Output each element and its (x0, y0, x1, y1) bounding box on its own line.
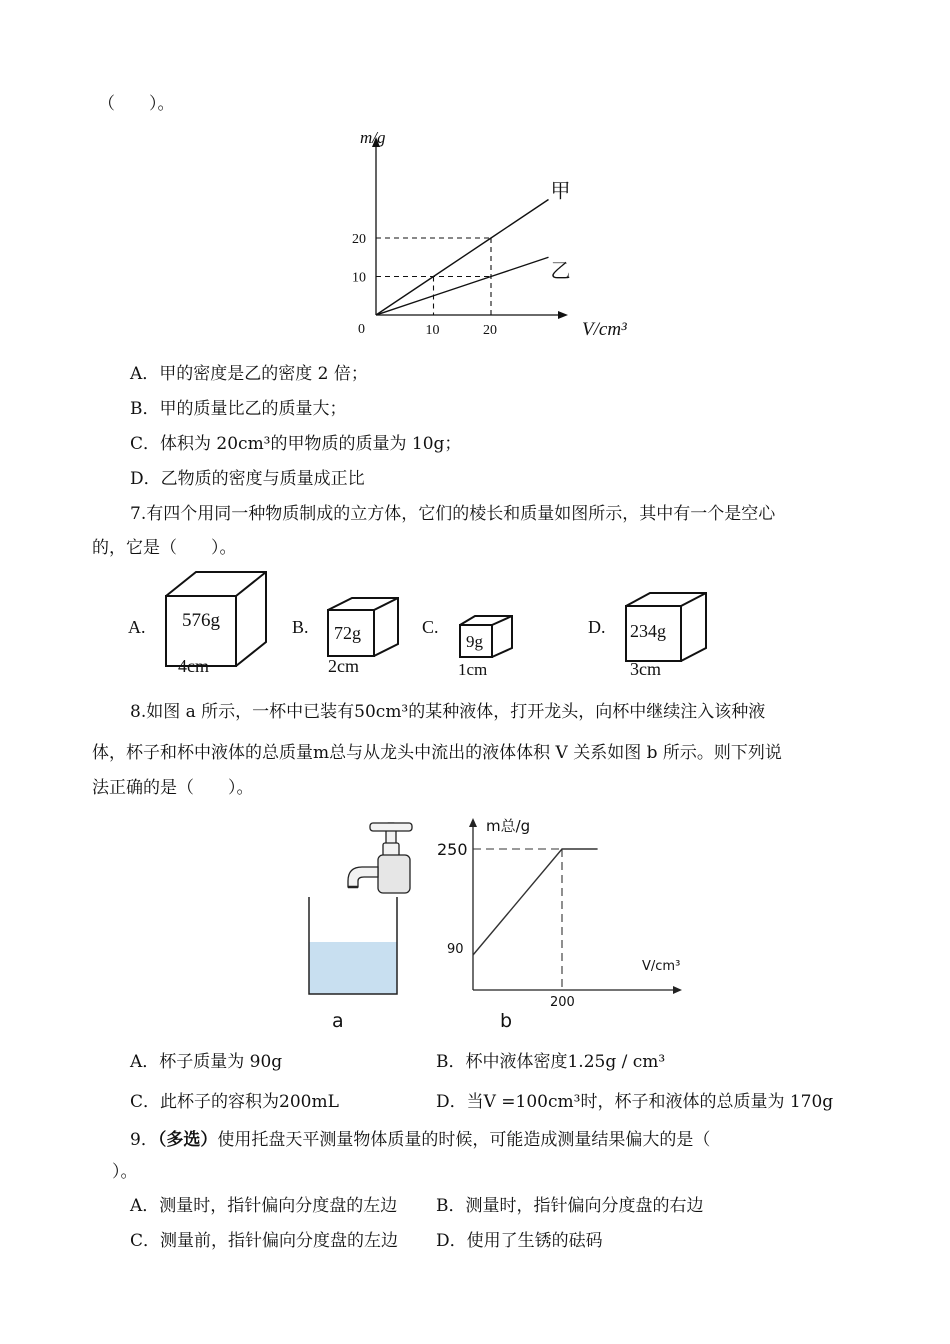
q9-stem-line2: ）。 (112, 1162, 138, 1182)
q8-y-tick-1: 250 (437, 840, 468, 859)
q6-series-label-yi: 乙 (550, 258, 571, 283)
q8-stem-line1: 8.如图 a 所示，一杯中已装有50cm³的某种液体，打开龙头，向杯中继续注入该种液 (130, 702, 766, 722)
q7-letter-a: A. (128, 617, 146, 637)
q6-option-c[interactable]: C．体积为 20cm³的甲物质的质量为 10g； (130, 434, 462, 454)
q8-option-a[interactable]: A．杯子质量为 90g (130, 1052, 283, 1072)
faucet-icon (348, 823, 412, 893)
q6-x-tick-0: 10 (425, 323, 440, 338)
q6-x-tick-1: 20 (483, 323, 497, 338)
q9-option-b[interactable]: B．测量时，指针偏向分度盘的右边 (436, 1196, 704, 1216)
q6-xlabel: V/cm³ (582, 319, 627, 340)
q8-ylabel: m总/g (486, 817, 531, 835)
q6-y-tick-1: 20 (352, 232, 366, 247)
q6-y-tick-0: 10 (352, 270, 366, 286)
q7-mass-b: 72g (334, 623, 361, 643)
q7-letter-b: B. (292, 617, 309, 637)
q8-fig-a-label: a (332, 1010, 344, 1032)
q6-stem-tail: （ ）。 (98, 94, 175, 114)
q8-xlabel: V/cm³ (642, 959, 681, 974)
q7-mass-d: 234g (630, 621, 666, 641)
q6-ylabel: m/g (360, 128, 386, 147)
q7-stem-line2: 的，它是（ ）。 (92, 538, 237, 558)
q9-option-a[interactable]: A．测量时，指针偏向分度盘的左边 (130, 1196, 398, 1216)
q8-figure-a (300, 815, 420, 1035)
q7-mass-a: 576g (182, 610, 220, 631)
q9-stem-line1 (130, 1128, 710, 1152)
q8-figure-b (430, 815, 700, 1035)
q8-y-tick-0: 90 (447, 942, 464, 957)
q8-stem-line2: 体，杯子和杯中液体的总质量m总与从龙头中流出的液体体积 V 关系如图 b 所示。则下列说 (92, 743, 782, 763)
q7-edge-b: 2cm (328, 656, 359, 676)
q6-series-line-1 (376, 257, 549, 315)
q9-option-c[interactable]: C．测量前，指针偏向分度盘的左边 (130, 1231, 399, 1251)
q8-option-c[interactable]: C．此杯子的容积为200mL (130, 1092, 339, 1112)
q6-axes (372, 137, 568, 319)
q7-letter-d: D. (588, 617, 606, 637)
q9-multi-tag: （多选） (157, 1130, 218, 1150)
q8-series-line (473, 849, 598, 955)
q7-edge-d: 3cm (630, 659, 661, 679)
q7-letter-c: C. (422, 617, 439, 637)
q7-stem-line1: 7.有四个用同一种物质制成的立方体，它们的棱长和质量如图所示，其中有一个是空心 (130, 504, 776, 524)
q6-series-line-0 (376, 200, 549, 316)
q7-cubes-figure (100, 565, 860, 685)
q9-number: 9． (130, 1130, 158, 1150)
q9-stem-rest: 使用托盘天平测量物体质量的时候，可能造成测量结果偏大的是（ (217, 1130, 711, 1150)
q7-edge-a: 4cm (178, 656, 209, 676)
q6-mass-volume-chart (320, 125, 660, 355)
q6-option-b[interactable]: B．甲的质量比乙的质量大； (130, 399, 347, 419)
q9-option-d[interactable]: D．使用了生锈的砝码 (436, 1231, 603, 1251)
q6-origin: 0 (358, 322, 365, 337)
q7-mass-c: 9g (466, 632, 483, 651)
q8-cup (309, 897, 397, 994)
q6-option-a[interactable]: A．甲的密度是乙的密度 2 倍； (130, 364, 368, 384)
q7-edge-c: 1cm (458, 660, 488, 679)
q8-stem-line3: 法正确的是（ ）。 (92, 778, 254, 798)
q8-option-d[interactable]: D．当V =100cm³时，杯子和液体的总质量为 170g (436, 1092, 834, 1112)
q8-x-tick-0: 200 (550, 995, 575, 1010)
q8-option-b[interactable]: B．杯中液体密度1.25g / cm³ (436, 1052, 666, 1072)
q8-fig-b-label: b (500, 1010, 513, 1032)
q6-series-label-jia: 甲 (550, 178, 571, 203)
q6-option-d[interactable]: D．乙物质的密度与质量成正比 (130, 469, 365, 489)
